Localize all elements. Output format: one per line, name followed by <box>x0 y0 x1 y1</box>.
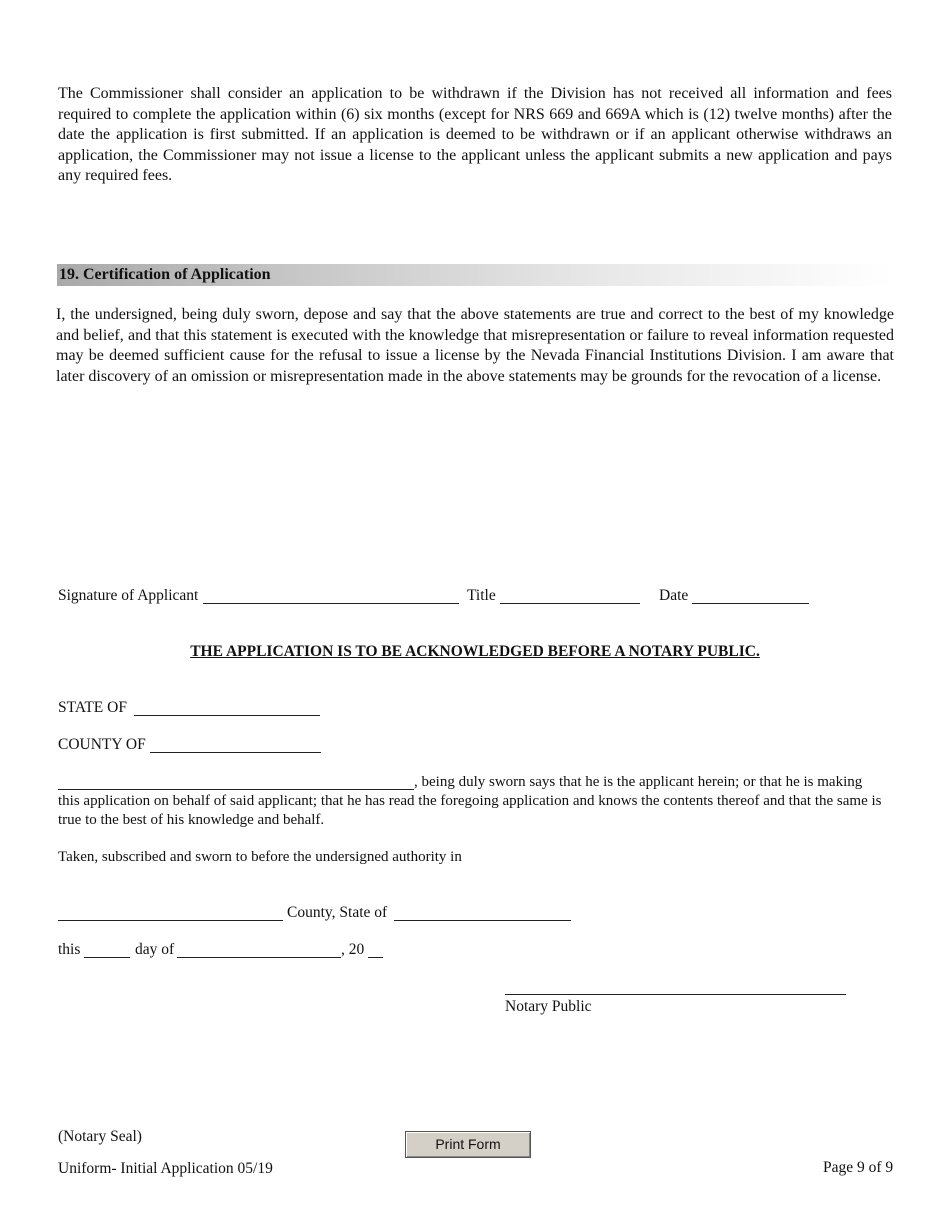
county-label: COUNTY OF <box>58 736 146 753</box>
signature-field[interactable] <box>203 603 459 604</box>
this-label: this <box>58 941 81 958</box>
county-state-label: County, State of <box>287 904 388 921</box>
month-field[interactable] <box>177 957 341 958</box>
day-field[interactable] <box>84 957 130 958</box>
notary-public-label: Notary Public <box>505 998 592 1015</box>
date-label: Date <box>659 587 689 604</box>
withdrawal-paragraph: The Commissioner shall consider an application to be withdrawn if the Division has not received all information and fees required to complete the application within (6) six months (except for NRS 669 and 669A which is (12) twelve months) after the date the application is first submitted. If an application is deemed to be withdrawn or if an applicant otherwise withdraws an application, the Commissioner may not issue a license to the applicant unless the applicant submits a new application and pays any required fees. <box>58 85 892 184</box>
footer-page-number: Page 9 of 9 <box>823 1159 894 1176</box>
title-label: Title <box>467 587 496 604</box>
notary-seal-label: (Notary Seal) <box>58 1128 142 1145</box>
section-header <box>57 264 893 286</box>
year-field[interactable] <box>368 957 383 958</box>
taken-text: Taken, subscribed and sworn to before the undersigned authority in <box>58 849 462 865</box>
state-label: STATE OF <box>58 699 127 716</box>
state-of-field[interactable] <box>394 920 571 921</box>
print-form-button[interactable]: Print Form <box>405 1131 531 1158</box>
notary-heading: THE APPLICATION IS TO BE ACKNOWLEDGED BEFORE A NOTARY PUBLIC. <box>190 643 760 660</box>
sworn-text-rest: this application on behalf of said applicant; that he has read the foregoing application and knows the contents thereof and that the same is true to the best of his knowledge and behalf. <box>58 793 882 828</box>
day-of-label: day of <box>135 941 175 958</box>
certification-paragraph: I, the undersigned, being duly sworn, depose and say that the above statements are true and correct to the best of my knowledge and belief, and that this statement is executed with the knowledge that misrepresentation or failure to reveal information requested may be deemed sufficient cause for the refusal to issue a license by the Nevada Financial Institutions Division. I am aware that later discovery of an omission or misrepresentation made in the above statements may be grounds for the revocation of a license. <box>56 306 894 385</box>
signature-label: Signature of Applicant <box>58 587 199 604</box>
date-field[interactable] <box>692 603 809 604</box>
affiant-name-field[interactable] <box>58 789 414 790</box>
footer-form-id: Uniform- Initial Application 05/19 <box>58 1160 273 1177</box>
state-field[interactable] <box>134 715 320 716</box>
year-prefix: , 20 <box>341 941 365 958</box>
notary-signature-field[interactable] <box>505 994 846 995</box>
section-title: 19. Certification of Application <box>59 266 271 283</box>
title-field[interactable] <box>500 603 640 604</box>
county-field[interactable] <box>150 752 321 753</box>
sworn-text-line1: , being duly sworn says that he is the applicant herein; or that he is making <box>414 774 863 790</box>
county-name-field[interactable] <box>58 920 283 921</box>
